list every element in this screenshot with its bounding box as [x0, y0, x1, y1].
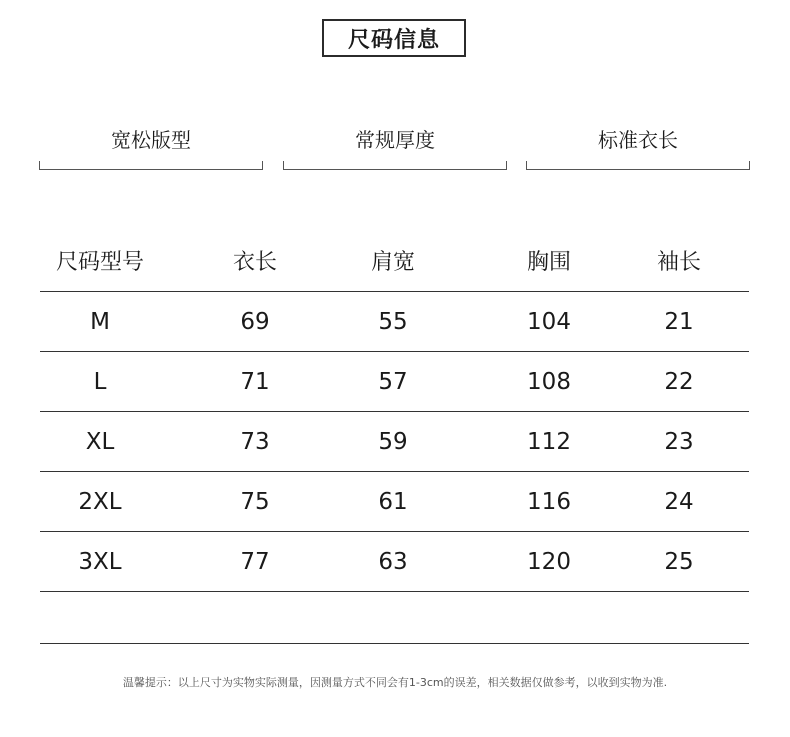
feature-label: 常规厚度 [355, 128, 435, 152]
cell-size: 2XL [78, 488, 122, 515]
cell-sleeve: 23 [664, 428, 694, 455]
cell-sleeve: 24 [664, 488, 694, 515]
disclaimer-note: 温馨提示：以上尺寸为实物实际测量，因测量方式不同会有1-3cm的误差，相关数据仅做参考，以收到实物为准. [122, 676, 668, 689]
cell-shoulder: 57 [378, 368, 408, 395]
feature-thickness [283, 118, 507, 170]
feature-fit [39, 118, 263, 170]
feature-length [526, 118, 750, 170]
cell-size: M [90, 308, 110, 335]
feature-label: 标准衣长 [598, 128, 678, 152]
table-row [40, 532, 749, 592]
cell-chest: 120 [527, 548, 571, 575]
cell-chest: 108 [527, 368, 571, 395]
cell-length: 73 [240, 428, 270, 455]
cell-size: 3XL [78, 548, 122, 575]
cell-length: 71 [240, 368, 270, 395]
table-row [40, 472, 749, 532]
cell-chest: 104 [527, 308, 571, 335]
header-chest: 胸围 [526, 250, 571, 275]
header-shoulder: 肩宽 [370, 250, 415, 275]
table-row [40, 352, 749, 412]
cell-sleeve: 22 [664, 368, 694, 395]
cell-shoulder: 55 [378, 308, 408, 335]
cell-size: XL [85, 428, 115, 455]
cell-length: 75 [240, 488, 270, 515]
feature-bracket [283, 161, 507, 170]
cell-chest: 112 [527, 428, 571, 455]
header-length: 衣长 [232, 250, 277, 275]
divider [40, 643, 749, 644]
cell-sleeve: 21 [664, 308, 694, 335]
cell-shoulder: 61 [378, 488, 408, 515]
size-table [40, 230, 749, 592]
feature-bracket [39, 161, 263, 170]
table-row [40, 412, 749, 472]
cell-shoulder: 59 [378, 428, 408, 455]
table-row [40, 292, 749, 352]
cell-sleeve: 25 [664, 548, 694, 575]
cell-length: 69 [240, 308, 270, 335]
cell-length: 77 [240, 548, 270, 575]
header-size: 尺码型号 [55, 250, 144, 275]
feature-label: 宽松版型 [111, 128, 191, 152]
cell-size: L [93, 368, 107, 395]
header-sleeve: 袖长 [656, 250, 701, 275]
page-title: 尺码信息 [322, 19, 466, 57]
feature-bracket [526, 161, 750, 170]
cell-chest: 116 [527, 488, 571, 515]
table-header-row [40, 230, 749, 292]
cell-shoulder: 63 [378, 548, 408, 575]
